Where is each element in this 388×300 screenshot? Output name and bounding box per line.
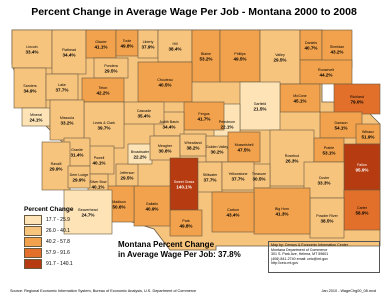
county-value-label: 40.7%: [304, 45, 318, 51]
county-value-label: 50.6%: [112, 204, 126, 210]
county-value-label: 140.1%: [176, 184, 192, 190]
county-name-label: Fergus: [198, 112, 210, 116]
county-value-label: 51.9%: [361, 134, 375, 140]
county-name-label: Pondera: [104, 64, 118, 68]
county-name-label: Carbon: [227, 208, 239, 212]
county-value-label: 29.9%: [49, 166, 63, 172]
county-name-label: Fallon: [357, 163, 367, 167]
county-value-label: 44.2%: [319, 72, 333, 78]
county-name-label: Broadwater: [130, 150, 150, 154]
legend-item: [24, 248, 114, 258]
county-name-label: Prairie: [323, 146, 335, 150]
county-name-label: Lincoln: [26, 45, 38, 49]
county-name-label: Phillips: [234, 52, 246, 56]
county-value-label: 58.9%: [355, 210, 369, 216]
county-name-label: Sheridan: [329, 45, 345, 49]
info-line: Map by: Census & Economic Information Center: [271, 243, 348, 247]
county-name-label: Musselshell: [234, 143, 254, 147]
county-value-label: 49.5%: [233, 56, 247, 62]
county-value-label: 22.1%: [220, 124, 234, 130]
county-name-label: Valley: [275, 53, 285, 57]
county-name-label: Yellowstone: [228, 172, 248, 176]
state-label-line: in Average Wage Per Job: 37.8%: [118, 250, 241, 259]
county-value-label: 30.2%: [210, 149, 224, 155]
county-value-label: 33.4%: [25, 49, 39, 55]
county-name-label: Park: [182, 219, 190, 223]
county-value-label: 49.8%: [120, 43, 134, 49]
county-name-label: Liberty: [142, 40, 154, 44]
county-value-label: 49.8%: [179, 223, 193, 229]
county-value-label: 40.1%: [91, 184, 105, 190]
county-name-label: Custer: [318, 176, 330, 180]
county-name-label: Toole: [122, 39, 132, 43]
county-name-label: Beaverhead: [78, 208, 98, 212]
county-name-label: Stillwater: [202, 173, 218, 177]
credit-note: Jan 2010 - WageChg00_08.mxd: [321, 289, 376, 293]
state-label-line: Montana Percent Change: [118, 240, 215, 249]
county-name-label: Carter: [357, 206, 367, 210]
county-value-label: 37.7%: [55, 87, 69, 93]
legend-swatch: [24, 248, 42, 258]
map-title: Percent Change in Average Wage Per Job - Montana 2000 to 2008: [31, 6, 357, 18]
county-name-label: Golden Valley: [205, 145, 229, 149]
county-name-label: Richland: [350, 95, 364, 99]
legend-item: [24, 212, 114, 225]
county-value-label: 30.5%: [252, 176, 266, 182]
county-value-label: 42.2%: [96, 90, 110, 96]
legend-label: 57.9 - 91.6: [46, 250, 70, 256]
county-name-label: Missoula: [59, 116, 75, 120]
county-name-label: Petroleum: [218, 120, 236, 124]
county-value-label: 41.1%: [94, 44, 108, 50]
legend-swatch: [24, 259, 42, 269]
county-value-label: 33.3%: [317, 180, 331, 186]
county-value-label: 24.1%: [29, 117, 43, 123]
county-name-label: Mineral: [30, 113, 42, 117]
county-name-label: Ravalli: [50, 162, 62, 166]
county-value-label: 26.3%: [285, 158, 299, 164]
county-name-label: Madison: [112, 200, 126, 204]
county-value-label: 37.7%: [203, 177, 217, 183]
county-value-label: 43.2%: [330, 49, 344, 55]
county-name-label: Big Horn: [275, 207, 289, 211]
legend: [24, 206, 114, 270]
county-name-label: Meagher: [157, 144, 173, 148]
county-name-label: Jefferson: [119, 171, 135, 175]
county-value-label: 31.4%: [70, 152, 84, 158]
county-name-label: McCone: [293, 94, 307, 98]
county-value-label: 29.5%: [104, 68, 118, 74]
county-name-label: Chouteau: [157, 78, 173, 82]
info-box: [268, 241, 380, 273]
legend-title: Percent Change: [24, 206, 74, 213]
county-value-label: 47.5%: [237, 147, 251, 153]
legend-item: [24, 226, 114, 236]
county-value-label: 35.4%: [137, 113, 151, 119]
county-value-label: 38.5%: [320, 218, 334, 224]
county-name-label: Wibaux: [362, 130, 374, 134]
county-value-label: 29.5%: [120, 175, 134, 181]
county-value-label: 41.3%: [275, 211, 289, 217]
county-name-label: Granite: [71, 148, 83, 152]
county-name-label: Rosebud: [284, 154, 300, 158]
county-value-label: 33.2%: [60, 120, 74, 126]
county-name-label: Teton: [98, 86, 108, 90]
county-name-label: Hill: [172, 42, 178, 46]
legend-swatch: [24, 215, 42, 225]
info-line: (406) 841-2740 email: ceic@mt.gov: [271, 256, 328, 261]
county-value-label: 39.7%: [97, 125, 111, 131]
legend-swatch: [24, 237, 42, 247]
county-value-label: 21.5%: [253, 106, 267, 112]
county-name-label: Lake: [58, 83, 66, 87]
info-line: Montana Department of Commerce: [271, 247, 328, 252]
county-value-label: 54.1%: [334, 125, 348, 131]
county-value-label: 34.4%: [162, 124, 176, 130]
county-name-label: Roosevelt: [318, 68, 334, 72]
county-value-label: 95.9%: [355, 167, 369, 173]
county-value-label: 29.9%: [72, 177, 86, 183]
legend-item: [24, 237, 114, 247]
county-value-label: 45.1%: [293, 98, 307, 104]
county-name-label: Gallatin: [145, 202, 159, 206]
county-value-label: 37.7%: [231, 176, 245, 182]
county-value-label: 53.1%: [322, 150, 336, 156]
county-name-label: Dawson: [334, 121, 348, 125]
county-name-label: Cascade: [136, 109, 152, 113]
county-value-label: 30.6%: [158, 148, 172, 154]
county-name-label: Glacier: [95, 40, 107, 44]
legend-swatch: [24, 226, 42, 236]
county-value-label: 29.5%: [273, 57, 287, 63]
county-value-label: 38.2%: [186, 145, 200, 151]
county-value-label: 38.4%: [168, 46, 182, 52]
county-name-label: Blaine: [201, 52, 211, 56]
legend-label: 26.0 - 40.1: [46, 228, 70, 234]
county-name-label: Flathead: [62, 48, 76, 52]
county-value-label: 43.4%: [226, 212, 240, 218]
county-value-label: 24.7%: [81, 212, 95, 218]
county-name-label: Garfield: [253, 102, 267, 106]
county-value-label: 79.0%: [350, 99, 364, 105]
county-value-label: 40.9%: [145, 206, 159, 212]
county-value-label: 34.9%: [23, 88, 37, 94]
info-line: 301 S. Park Ave, Helena, MT 59601: [271, 252, 329, 257]
county-name-label: Powder River: [316, 214, 338, 218]
source-note: Source: Regional Economic Information System, Bureau of Economic Analysis, U.S. Department of Commerce: [10, 289, 197, 293]
county-name-label: Deer Lodge: [69, 173, 89, 177]
county-name-label: Sweet Grass: [173, 180, 195, 184]
county-name-label: Silver Bow: [89, 180, 107, 184]
county-value-label: 40.1%: [92, 160, 106, 166]
county-name-label: Lewis & Clark: [93, 121, 115, 125]
legend-label: 91.7 - 140.1: [46, 261, 73, 267]
county-name-label: Sanders: [23, 84, 37, 88]
info-line: http://ceic.mt.gov: [271, 261, 299, 266]
county-name-label: Daniels: [305, 41, 317, 45]
county-value-label: 53.2%: [199, 56, 213, 62]
county-name-label: Wheatland: [184, 141, 202, 145]
county-value-label: 22.2%: [133, 154, 147, 160]
legend-label: 40.2 - 57.8: [46, 239, 70, 245]
county-name-label: Treasure: [251, 172, 267, 176]
county-value-label: 34.4%: [62, 52, 76, 58]
county-name-label: Powell: [93, 156, 105, 160]
legend-item: [24, 259, 114, 269]
legend-label: 17.7 - 25.9: [46, 217, 70, 223]
county-value-label: 37.9%: [141, 44, 155, 50]
county-name-label: Judith Basin: [159, 120, 179, 124]
county-value-label: 40.5%: [158, 82, 172, 88]
state-average-label: [118, 240, 258, 260]
county-value-label: 41.7%: [197, 116, 211, 122]
